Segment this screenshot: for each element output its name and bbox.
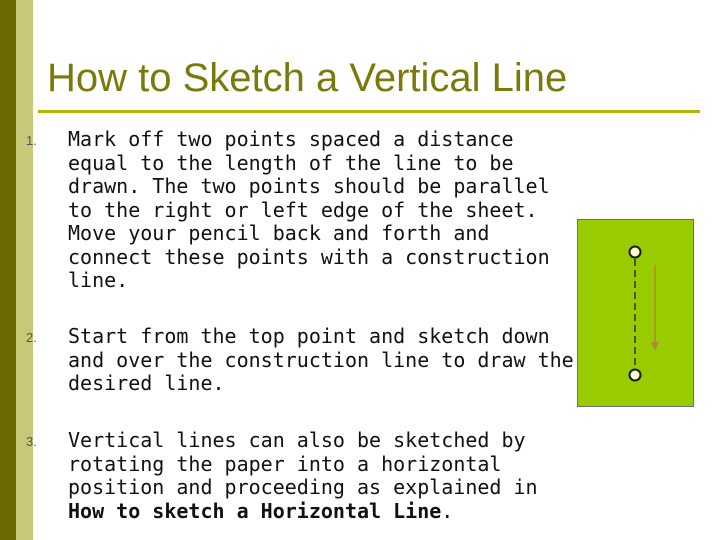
step-number-1: 1. [26, 133, 37, 148]
title-underline [38, 110, 700, 113]
top-point [630, 247, 641, 258]
step-item-1 [26, 128, 566, 293]
step-text-3-end: . [441, 498, 454, 523]
step-item-3 [26, 429, 566, 523]
bottom-point [630, 370, 641, 381]
slide-title: How to Sketch a Vertical Line [47, 56, 568, 100]
vertical-line-diagram [578, 220, 695, 408]
step-number-2: 2. [26, 330, 37, 345]
step-text-2: Start from the top point and sketch down and over the construction line to draw the desired line. [68, 324, 574, 395]
horizontal-line-reference: How to sketch a Horizontal Line [68, 498, 442, 523]
arrowhead-icon [651, 342, 659, 351]
step-text-3 [68, 429, 578, 523]
sidebar-dark-stripe [0, 0, 16, 540]
step-item-2 [26, 324, 574, 396]
vertical-line-figure [577, 219, 694, 407]
step-number-3: 3. [26, 434, 37, 449]
step-text-3-lead: Vertical lines can also be sketched by rotating the paper into a horizontal position and proceeding as explained in [68, 428, 538, 499]
step-text-1: Mark off two points spaced a distance equal to the length of the line to be drawn. The two points should be parallel to the right or left edge of the sheet. Move your pencil back and forth and connect these points with a construction line. [68, 127, 550, 292]
